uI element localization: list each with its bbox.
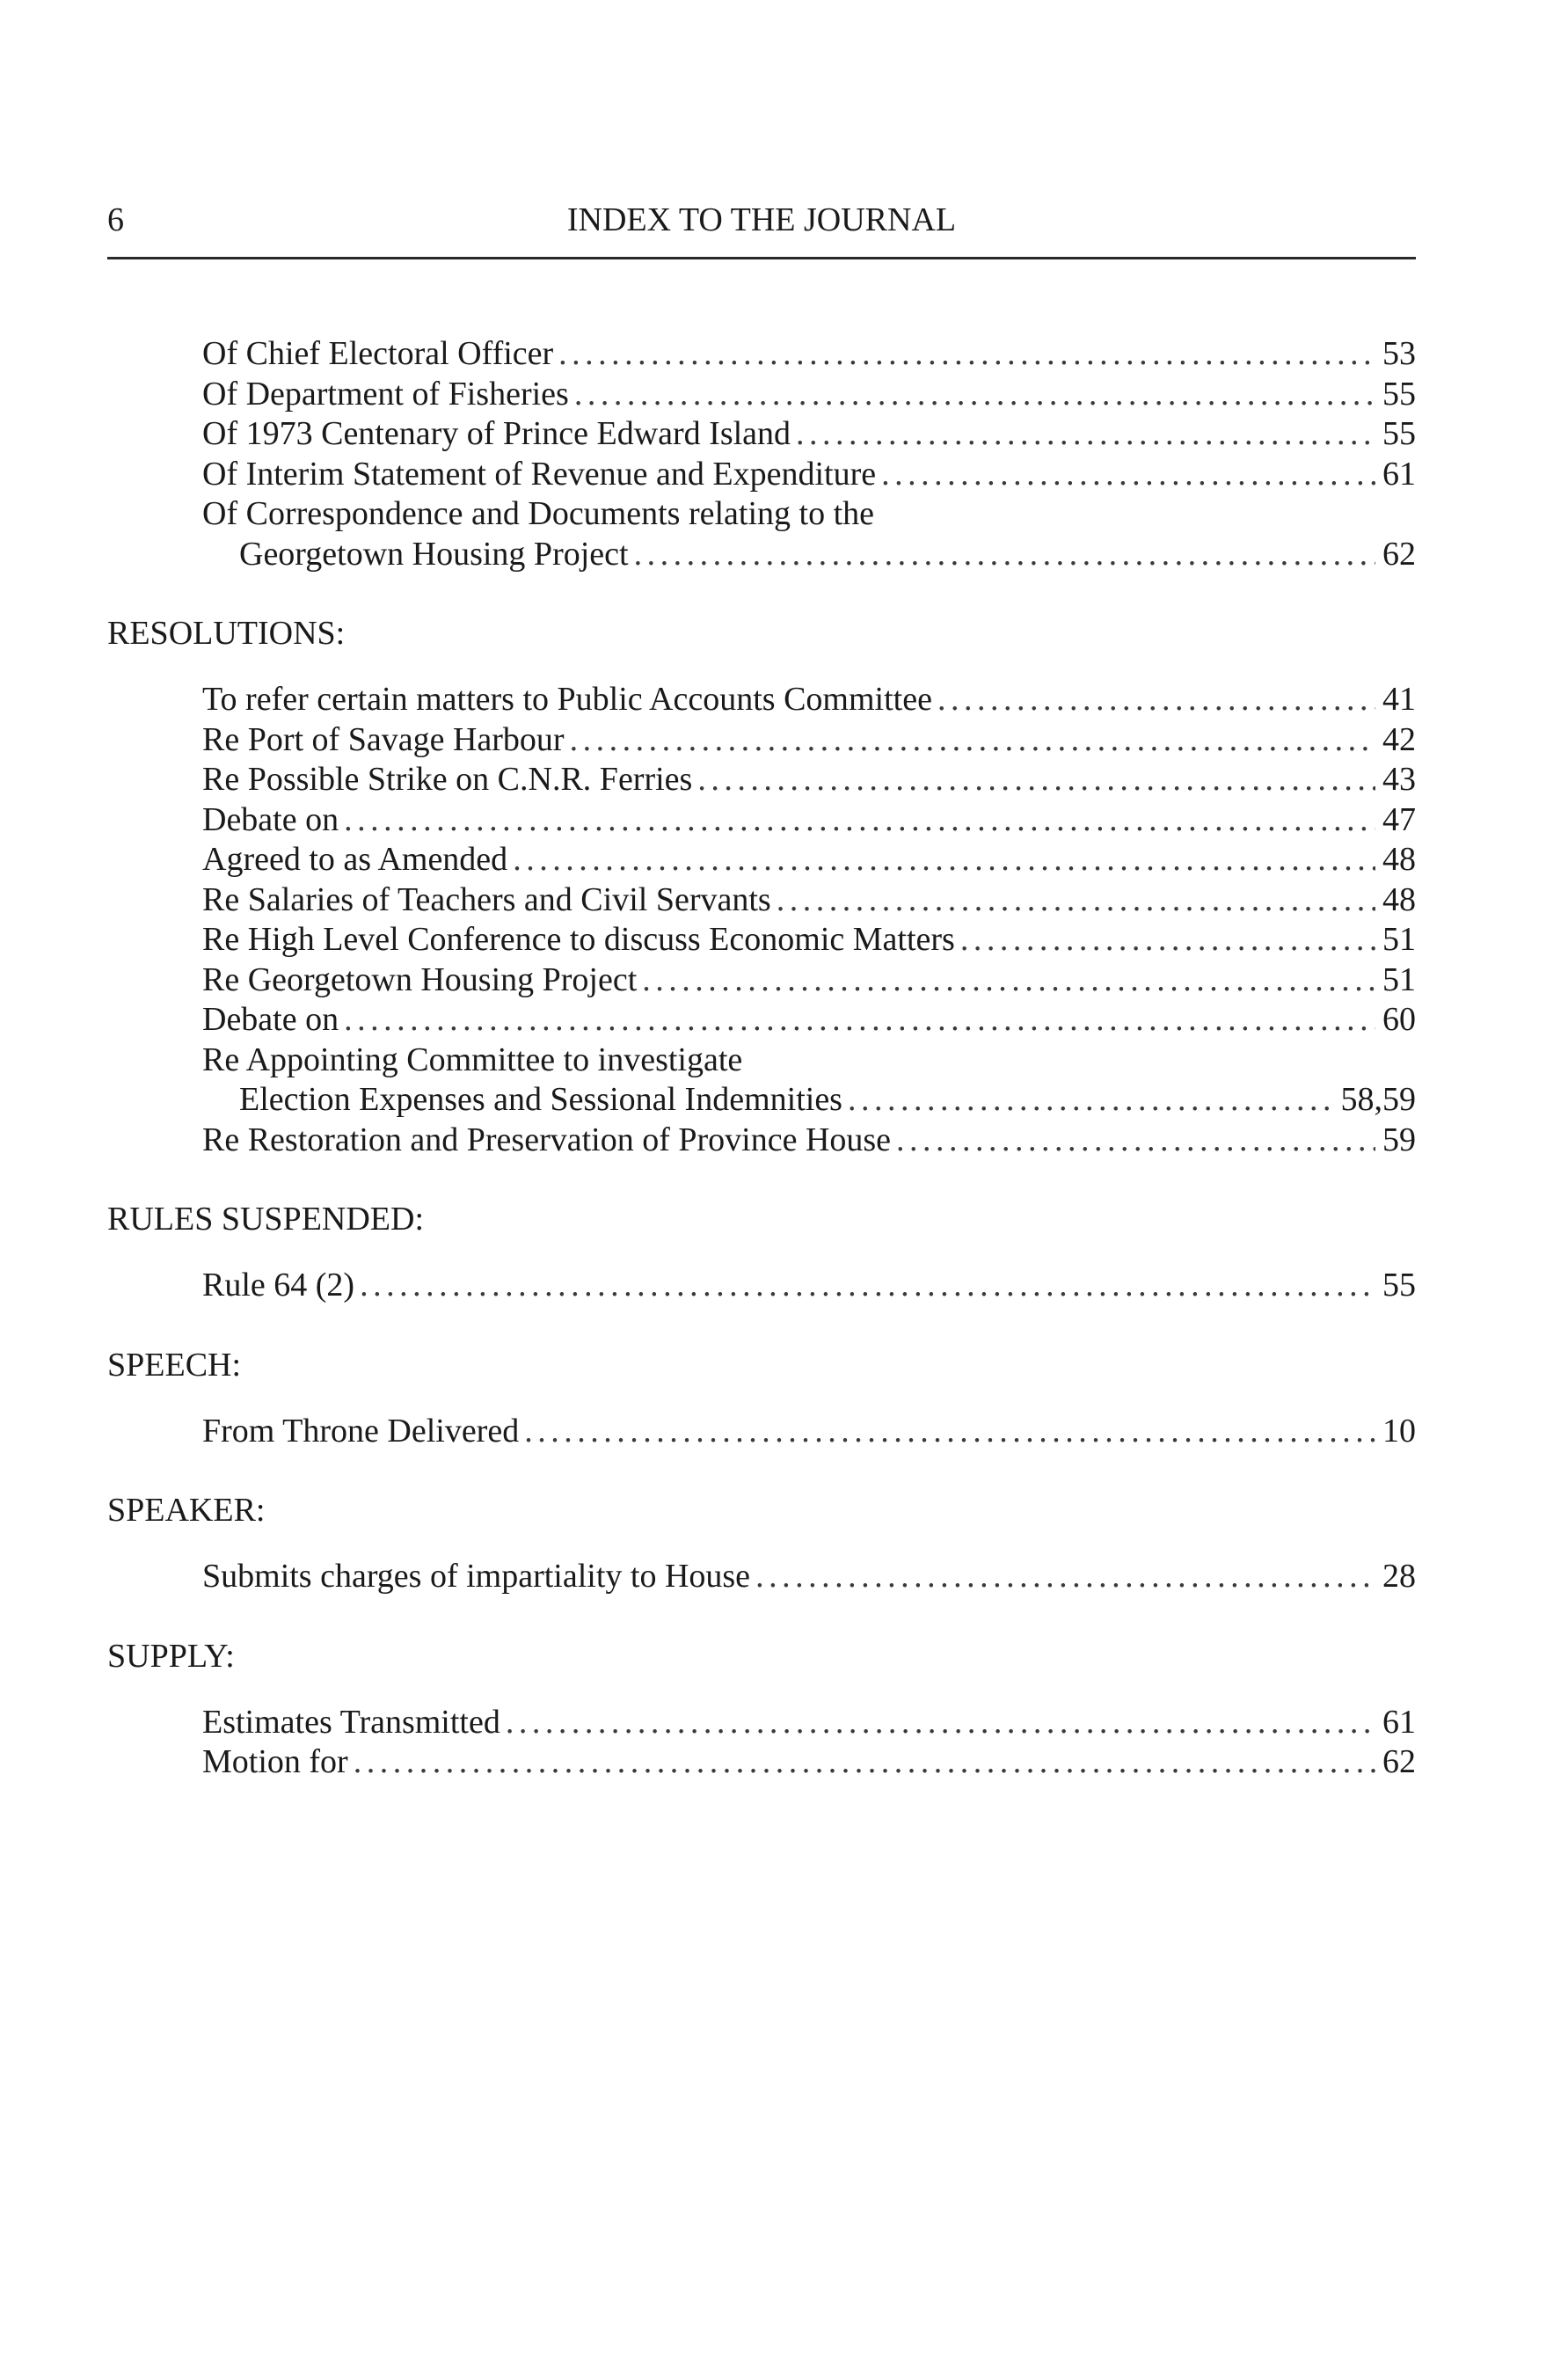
entry-page-number: 48 — [1382, 841, 1416, 878]
entry-text: Re Appointing Committee to investigate — [202, 1041, 743, 1078]
index-entry — [202, 1703, 1416, 1743]
dot-leader — [344, 1000, 1375, 1041]
entry-list — [107, 1266, 1416, 1306]
index-entry — [202, 1266, 1416, 1306]
entry-text: Of Department of Fisheries — [202, 375, 569, 413]
index-entry — [202, 414, 1416, 455]
dot-leader — [697, 760, 1375, 800]
entry-text: Georgetown Housing Project — [239, 535, 629, 573]
index-entry — [202, 1412, 1416, 1452]
index-entry — [202, 494, 1416, 535]
entry-text: Debate on — [202, 800, 339, 838]
dot-leader — [558, 334, 1375, 375]
entry-text: Rule 64 (2) — [202, 1267, 355, 1303]
entry-text: To refer certain matters to Public Accounts Committee — [202, 681, 932, 718]
entry-text: Of Chief Electoral Officer — [202, 335, 554, 372]
dot-leader — [796, 414, 1375, 455]
entry-text: Re Georgetown Housing Project — [202, 960, 638, 998]
entry-page-number: 58,59 — [1340, 1081, 1416, 1118]
index-section — [107, 1636, 1416, 1783]
index-entry — [202, 720, 1416, 761]
dot-leader — [506, 1703, 1375, 1743]
dot-leader — [570, 720, 1375, 761]
index-entry — [202, 1742, 1416, 1783]
entry-page-number: 51 — [1382, 960, 1416, 998]
running-title: INDEX TO THE JOURNAL — [566, 201, 957, 238]
index-entry — [202, 1080, 1416, 1121]
entry-text: Of 1973 Centenary of Prince Edward Island — [202, 415, 791, 452]
entry-list — [107, 1557, 1416, 1597]
dot-leader — [524, 1412, 1375, 1452]
entry-page-number: 51 — [1382, 921, 1416, 958]
section-heading: SPEECH: — [107, 1346, 242, 1384]
entry-page-number: 47 — [1382, 800, 1416, 838]
entry-text: Re Restoration and Preservation of Province House — [202, 1121, 892, 1158]
entry-text: Agreed to as Amended — [202, 841, 508, 878]
entry-text: Of Interim Statement of Revenue and Expenditure — [202, 455, 877, 493]
entry-list — [107, 1412, 1416, 1452]
dot-leader — [755, 1557, 1375, 1597]
dot-leader — [344, 800, 1375, 841]
index-entry — [202, 760, 1416, 800]
entry-text: From Throne Delivered — [202, 1412, 520, 1450]
entry-page-number: 10 — [1382, 1412, 1416, 1450]
entry-text: Re Salaries of Teachers and Civil Servants — [202, 880, 771, 918]
entry-page-number: 62 — [1382, 1743, 1416, 1780]
index-entry — [202, 1121, 1416, 1161]
entry-text: Estimates Transmitted — [202, 1703, 500, 1741]
index-content — [107, 334, 1416, 1822]
entry-text: Submits charges of impartiality to House — [202, 1558, 751, 1595]
dot-leader — [642, 960, 1375, 1001]
entry-page-number: 55 — [1382, 375, 1416, 413]
section-heading: RULES SUSPENDED: — [107, 1201, 424, 1238]
dot-leader — [896, 1121, 1375, 1161]
entry-list — [107, 1703, 1416, 1783]
dot-leader — [513, 840, 1375, 880]
index-entry — [202, 1000, 1416, 1041]
dot-leader — [848, 1080, 1336, 1121]
dot-leader — [937, 680, 1375, 720]
dot-leader — [354, 1742, 1375, 1783]
index-entry — [202, 375, 1416, 415]
entry-text: Election Expenses and Sessional Indemnities — [239, 1081, 842, 1118]
dot-leader — [634, 535, 1375, 575]
index-entry — [202, 535, 1416, 575]
entry-list — [107, 680, 1416, 1160]
entry-page-number: 28 — [1382, 1558, 1416, 1595]
dot-leader — [881, 455, 1375, 495]
index-entry — [202, 960, 1416, 1001]
dot-leader — [960, 920, 1375, 960]
index-section — [107, 334, 1416, 574]
section-heading: SPEAKER: — [107, 1492, 266, 1529]
dot-leader — [360, 1266, 1375, 1306]
page-header — [107, 195, 1416, 245]
entry-text: Re High Level Conference to discuss Economic Matters — [202, 921, 955, 958]
dot-leader — [574, 375, 1375, 415]
index-entry — [202, 800, 1416, 841]
index-entry — [202, 920, 1416, 960]
entry-page-number: 55 — [1382, 1267, 1416, 1303]
index-entry — [202, 1041, 1416, 1081]
entry-text: Of Correspondence and Documents relating to the — [202, 495, 874, 532]
entry-page-number: 43 — [1382, 761, 1416, 798]
index-section — [107, 613, 1416, 1160]
section-heading: RESOLUTIONS: — [107, 615, 346, 652]
entry-page-number: 53 — [1382, 335, 1416, 372]
entry-page-number: 59 — [1382, 1121, 1416, 1158]
entry-page-number: 61 — [1382, 1703, 1416, 1741]
entry-text: Re Port of Savage Harbour — [202, 720, 565, 758]
entry-text: Re Possible Strike on C.N.R. Ferries — [202, 761, 693, 798]
entry-text: Debate on — [202, 1001, 339, 1038]
entry-page-number: 61 — [1382, 455, 1416, 493]
index-entry — [202, 680, 1416, 720]
section-heading: SUPPLY: — [107, 1637, 235, 1675]
entry-page-number: 41 — [1382, 681, 1416, 718]
index-entry — [202, 334, 1416, 375]
dot-leader — [777, 880, 1375, 921]
entry-page-number: 62 — [1382, 535, 1416, 573]
index-section — [107, 1345, 1416, 1452]
index-entry — [202, 840, 1416, 880]
page-number: 6 — [107, 201, 124, 238]
index-section — [107, 1490, 1416, 1597]
entry-text: Motion for — [202, 1743, 348, 1780]
entry-list — [107, 334, 1416, 574]
entry-page-number: 48 — [1382, 880, 1416, 918]
entry-page-number: 55 — [1382, 415, 1416, 452]
entry-page-number: 42 — [1382, 720, 1416, 758]
index-entry — [202, 1557, 1416, 1597]
entry-page-number: 60 — [1382, 1001, 1416, 1038]
index-section — [107, 1199, 1416, 1306]
index-entry — [202, 880, 1416, 921]
header-rule — [107, 257, 1416, 259]
index-entry — [202, 455, 1416, 495]
